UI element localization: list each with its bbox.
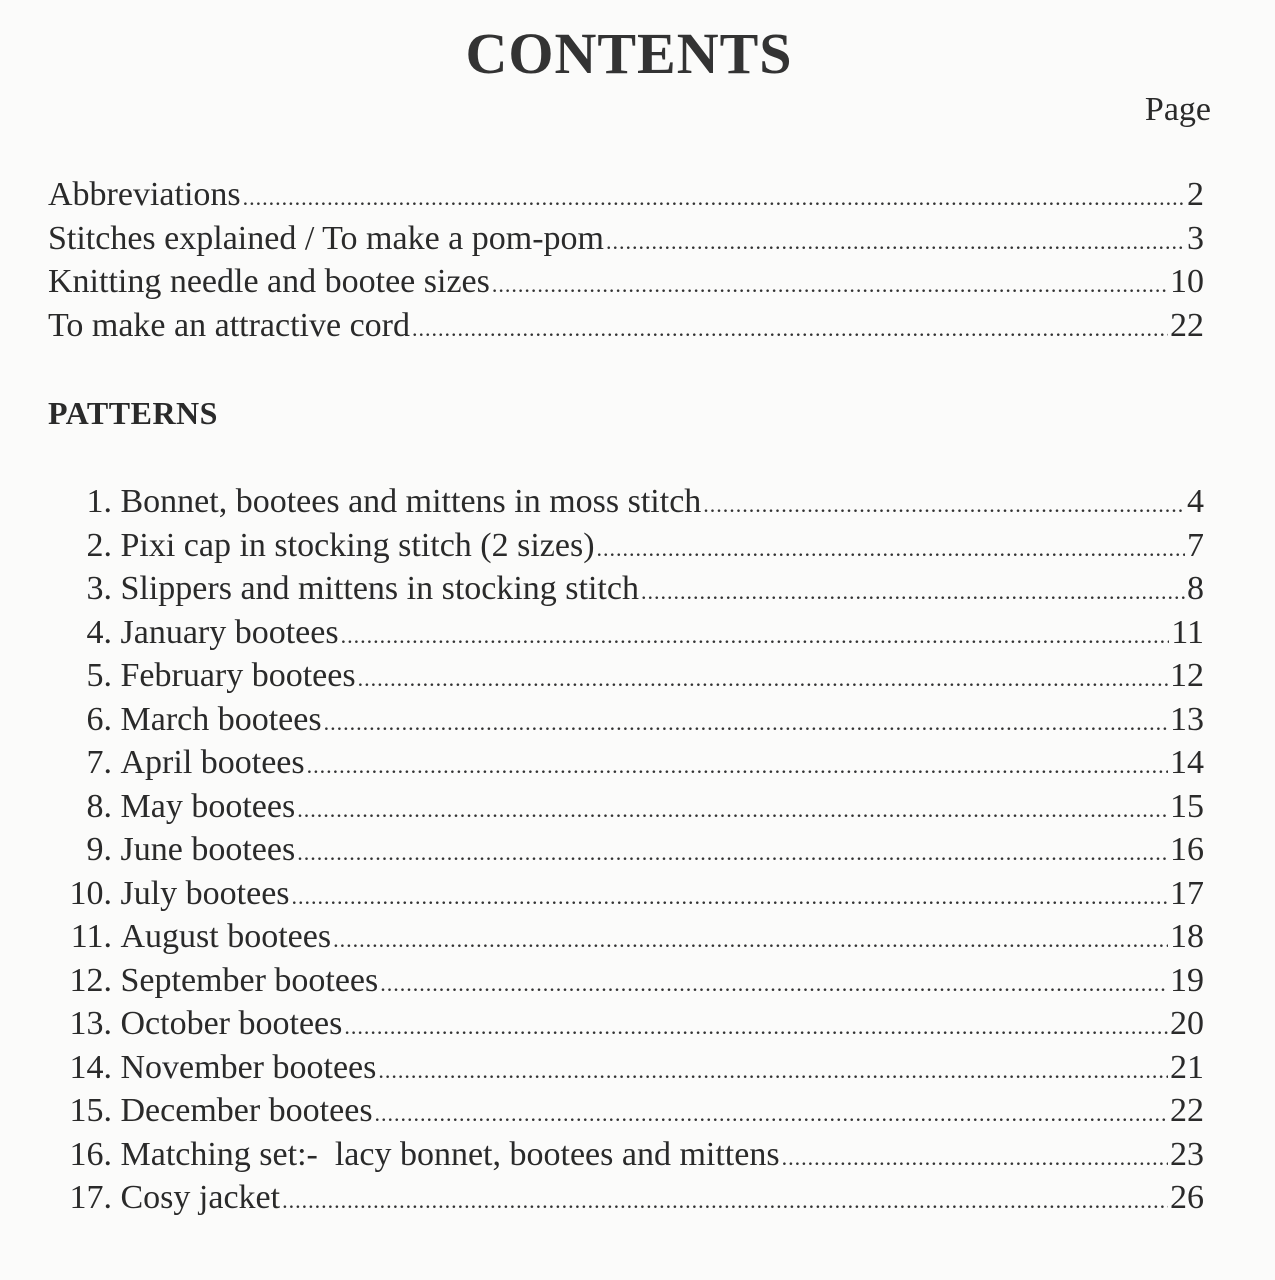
entry-number: 1. [86, 483, 112, 520]
dot-leader [297, 788, 1168, 832]
entry-title: May bootees [120, 787, 296, 825]
entry-number: 12. [69, 961, 112, 999]
toc-entry[interactable] [48, 304, 1204, 348]
dot-leader [341, 614, 1170, 658]
toc-entry[interactable] [48, 217, 1204, 261]
entry-number: 6. [86, 700, 112, 738]
page-title: CONTENTS [465, 21, 793, 86]
dot-leader [375, 1092, 1168, 1136]
entry-page-number: 23 [1170, 1135, 1204, 1173]
entry-title: September bootees [120, 961, 379, 999]
entry-title: December bootees [120, 1092, 373, 1129]
dot-leader [243, 176, 1185, 220]
dot-leader [597, 527, 1185, 571]
pattern-entry[interactable] [48, 915, 1204, 959]
entry-number: 13. [69, 1005, 112, 1042]
dot-leader [378, 1049, 1168, 1093]
entry-number: 5. [86, 657, 112, 694]
entry-page-number: 2 [1187, 176, 1204, 213]
entry-number: 11. [70, 918, 112, 955]
entry-page-number: 8 [1187, 570, 1204, 607]
entry-title: Bonnet, bootees and mittens in moss stitch [120, 483, 702, 520]
entry-title: Matching set:- lacy bonnet, bootees and mittens [120, 1135, 780, 1173]
pattern-entry[interactable] [48, 698, 1204, 742]
entry-title: January bootees [120, 613, 339, 651]
entry-number: 16. [69, 1135, 112, 1173]
dot-leader [782, 1136, 1168, 1180]
entry-page-number: 16 [1170, 831, 1204, 868]
dot-leader [358, 657, 1168, 701]
entry-title: Stitches explained / To make a pom-pom [48, 219, 604, 257]
entry-number: 7. [86, 744, 112, 781]
entry-number: 10. [69, 874, 112, 912]
entry-title: June bootees [120, 831, 296, 868]
entry-number: 14. [69, 1048, 112, 1086]
toc-entry[interactable] [48, 260, 1204, 304]
pattern-entry[interactable] [48, 1089, 1204, 1133]
entry-page-number: 22 [1170, 307, 1204, 345]
pattern-entry[interactable] [48, 959, 1204, 1003]
dot-leader [492, 263, 1168, 307]
pattern-entry[interactable] [48, 1133, 1204, 1177]
entry-number: 8. [86, 787, 112, 825]
dot-leader [703, 483, 1185, 527]
entry-title: April bootees [120, 744, 305, 781]
pattern-entry[interactable] [48, 524, 1204, 568]
entry-page-number: 19 [1170, 961, 1204, 999]
entry-page-number: 17 [1170, 874, 1204, 912]
entry-page-number: 10 [1170, 263, 1204, 301]
dot-leader [307, 744, 1168, 788]
dot-leader [292, 875, 1168, 919]
pattern-entry[interactable] [48, 480, 1204, 524]
entry-title: November bootees [120, 1048, 377, 1086]
entry-page-number: 12 [1170, 657, 1204, 694]
page-column-label: Page [1144, 91, 1211, 128]
pattern-entry[interactable] [48, 611, 1204, 655]
pattern-entry[interactable] [48, 785, 1204, 829]
entry-number: 4. [86, 613, 112, 651]
pattern-entry[interactable] [48, 654, 1204, 698]
entry-title: August bootees [120, 918, 332, 955]
dot-leader [333, 918, 1168, 962]
entry-page-number: 20 [1170, 1005, 1204, 1042]
entry-page-number: 4 [1187, 483, 1204, 520]
entry-title: Abbreviations [48, 176, 241, 213]
entry-number: 2. [86, 526, 112, 564]
entry-title: Pixi cap in stocking stitch (2 sizes) [120, 526, 595, 564]
entry-number: 17. [69, 1179, 112, 1216]
dot-leader [282, 1179, 1168, 1223]
entry-number: 15. [69, 1092, 112, 1129]
entry-page-number: 26 [1170, 1179, 1204, 1216]
patterns-contents-list [48, 480, 1204, 1220]
entry-number: 9. [86, 831, 112, 868]
dot-leader [344, 1005, 1168, 1049]
pattern-entry[interactable] [48, 828, 1204, 872]
pattern-entry[interactable] [48, 741, 1204, 785]
entry-title: Knitting needle and bootee sizes [48, 263, 490, 301]
entry-page-number: 15 [1170, 787, 1204, 825]
pattern-entry[interactable] [48, 1176, 1204, 1220]
pattern-entry[interactable] [48, 567, 1204, 611]
patterns-heading: PATTERNS [48, 395, 218, 431]
entry-page-number: 18 [1170, 918, 1204, 955]
entry-page-number: 3 [1187, 219, 1204, 257]
dot-leader [324, 701, 1168, 745]
entry-title: October bootees [120, 1005, 343, 1042]
pattern-entry[interactable] [48, 1046, 1204, 1090]
entry-page-number: 14 [1170, 744, 1204, 781]
entry-title: February bootees [120, 657, 356, 694]
entry-page-number: 21 [1170, 1048, 1204, 1086]
pattern-entry[interactable] [48, 1002, 1204, 1046]
entry-title: Slippers and mittens in stocking stitch [120, 570, 639, 607]
entry-title: Cosy jacket [120, 1179, 281, 1216]
dot-leader [641, 570, 1185, 614]
entry-page-number: 13 [1170, 700, 1204, 738]
pattern-entry[interactable] [48, 872, 1204, 916]
general-contents-list [48, 173, 1204, 348]
dot-leader [380, 962, 1168, 1006]
entry-title: March bootees [120, 700, 322, 738]
entry-page-number: 22 [1170, 1092, 1204, 1129]
entry-title: To make an attractive cord [48, 307, 410, 345]
entry-page-number: 11 [1171, 613, 1204, 651]
entry-title: July bootees [120, 874, 290, 912]
dot-leader [606, 220, 1185, 264]
dot-leader [297, 831, 1168, 875]
entry-number: 3. [86, 570, 112, 607]
entry-page-number: 7 [1187, 526, 1204, 564]
toc-entry[interactable] [48, 173, 1204, 217]
dot-leader [412, 307, 1168, 351]
